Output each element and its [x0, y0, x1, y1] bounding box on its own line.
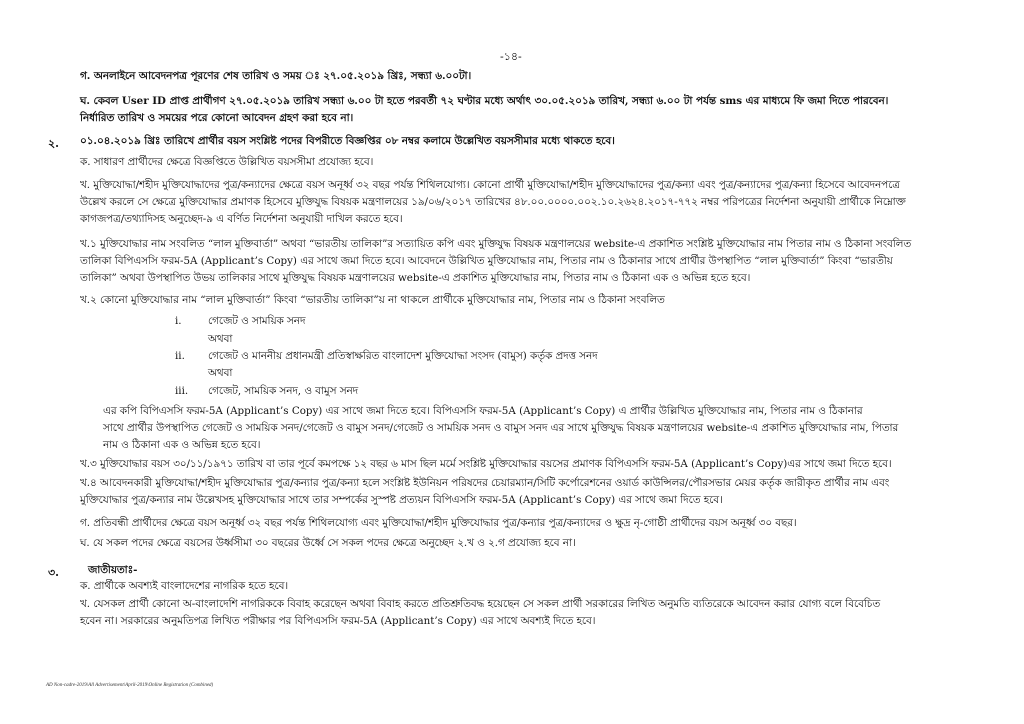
section3-kha-line2: হবেন না। সরকারের অনুমতিপত্র লিখিত পরীক্ষার পর বিপিএসসি ফরম-5A (Applicant’s Copy) এর সাথে অবশ্যই দিতে হবে।	[80, 615, 596, 627]
page-number: -১৪-	[500, 50, 522, 63]
section-number-2: ২.	[48, 137, 59, 150]
fee-payment-line: ঘ. কেবল User ID প্রাপ্ত প্রার্থীগণ ২৭.০৫.২০১৯ তারিখ সন্ধ্যা ৬.০০ টা হতে পরবর্তী ৭২ ঘণ্টার মধ্যে অর্থাৎ ৩০.০৫.২০১৯ তারিখ, সন্ধ্যা ৬.০০ টা পর্যন্ত sms এর মাধ্যমে ফি জমা দিতে পারবেন।	[80, 95, 889, 107]
section2-kha1-line2: তালিকা বিপিএসসি ফরম-5A (Applicant’s Copy) এর সাথে জমা দিতে হবে। আবেদনে উল্লিখিত মুক্তিযোদ্ধার নাম, পিতার নাম ও ঠিকানার সাথে প্রার্থীর উপস্থাপিত “লাল মুক্তিবার্তা” কিংবা “ভারতীয়	[80, 255, 893, 267]
section2-kha1-line3: তালিকা” অথবা উপস্থাপিত উভয় তালিকার সাথে মুক্তিযুদ্ধ বিষয়ক মন্ত্রণালয়ের website-এ প্রকাশিত মুক্তিযোদ্ধার নাম, পিতার নাম ও ঠিকানা এক ও অভিন্ন হতে হবে।	[80, 272, 751, 284]
section2-kha4-line1: খ.৪ আবেদনকারী মুক্তিযোদ্ধা/শহীদ মুক্তিযোদ্ধার পুত্র/কন্যার পুত্র/কন্যা হলে সংশ্লিষ্ট ইউনিয়ন পরিষদের চেয়ারম্যান/সিটি কর্পোরেশনের ওয়ার্ড কাউন্সিলর/পৌরসভার মেয়র কর্তৃক জারীকৃত প্রার্থীর নাম এবং	[80, 477, 890, 489]
deadline-line: গ. অনলাইনে আবেদনপত্র পূরণের শেষ তারিখ ও সময় ঃ ২৭.০৫.২০১৯ খ্রিঃ, সন্ধ্যা ৬.০০টা।	[80, 70, 472, 82]
section-number-3: ৩.	[48, 566, 59, 579]
section3-ka: ক. প্রার্থীকে অবশ্যই বাংলাদেশের নাগরিক হতে হবে।	[80, 580, 289, 592]
no-late-application-line: নির্ধারিত তারিখ ও সময়ের পরে কোনো আবেদন গ্রহণ করা হবে না।	[80, 112, 354, 124]
section2-kha3: খ.৩ মুক্তিযোদ্ধার বয়স ৩০/১১/১৯৭১ তারিখ বা তার পূর্বে কমপক্ষে ১২ বছর ৬ মাস ছিল মর্মে সংশ্লিষ্ট মুক্তিযোদ্ধার বয়সের প্রমাণক বিপিএসসি ফরম-5A (Applicant’s Copy)এর সাথে জমা দিতে হবে।	[80, 458, 892, 470]
list-item-num: i.	[175, 315, 182, 327]
list-item-num: iii.	[175, 385, 189, 397]
section2-kha2-after-line2: সাথে প্রার্থীর উপস্থাপিত গেজেট ও সাময়িক সনদ/গেজেট ও বামুস সনদ/গেজেট ও সাময়িক সনদ ও বামুস সনদ এর সাথে মুক্তিযুদ্ধ বিষয়ক মন্ত্রণালয়ের website-এ প্রকাশিত মুক্তিযোদ্ধার নাম, পিতার	[103, 422, 899, 434]
section3-kha-line1: খ. যেসকল প্রার্থী কোনো অ-বাংলাদেশি নাগরিককে বিবাহ করেছেন অথবা বিবাহ করতে প্রতিশ্রুতিবদ্ধ হয়েছেন সে সকল প্রার্থী সরকারের লিখিত অনুমতি ব্যতিরেকে আবেদন করার যোগ্য বলে বিবেচিত	[80, 598, 881, 610]
section2-kha2-line1: খ.২ কোনো মুক্তিযোদ্ধার নাম “লাল মুক্তিবার্তা” কিংবা “ভারতীয় তালিকা”য় না থাকলে প্রার্থীকে মুক্তিযোদ্ধার নাম, পিতার নাম ও ঠিকানা সংবলিত	[80, 294, 665, 306]
section2-kha-line3: কাগজপত্র/তথ্যাদিসহ অনুচ্ছেদ-৯ এ বর্ণিত নির্দেশনা অনুযায়ী দাখিল করতে হবে।	[80, 213, 403, 225]
section2-kha2-after-line1: এর কপি বিপিএসসি ফরম-5A (Applicant’s Copy) এর সাথে জমা দিতে হবে। বিপিএসসি ফরম-5A (Applicant’s Copy) এ প্রার্থীর উল্লিখিত মুক্তিযোদ্ধার নাম, পিতার নাম ও ঠিকানার	[103, 405, 863, 417]
section2-ka: ক. সাধারণ প্রার্থীদের ক্ষেত্রে বিজ্ঞপ্তিতে উল্লিখিত বয়সসীমা প্রযোজ্য হবে।	[80, 156, 374, 168]
list-item-num: ii.	[175, 350, 185, 362]
section2-kha-line1: খ. মুক্তিযোদ্ধা/শহীদ মুক্তিযোদ্ধাদের পুত্র/কন্যাদের ক্ষেত্রে বয়স অনূর্ধ্ব ৩২ বছর পর্যন্ত শিথিলযোগ্য। কোনো প্রার্থী মুক্তিযোদ্ধা/শহীদ মুক্তিযোদ্ধাদের পুত্র/কন্যা এবং পুত্র/কন্যাদের পুত্র/কন্যা হিসেবে আবেদনপত্রে	[80, 179, 900, 191]
section2-gha: ঘ. যে সকল পদের ক্ষেত্রে বয়সের উর্ধ্বসীমা ৩০ বছরের উর্ধ্বে সে সকল পদের ক্ষেত্রে অনুচ্ছেদ ২.খ ও ২.গ প্রযোজ্য হবে না।	[80, 537, 576, 549]
section2-kha1-line1: খ.১ মুক্তিযোদ্ধার নাম সংবলিত “লাল মুক্তিবার্তা” অথবা “ভারতীয় তালিকা”র সত্যায়িত কপি এবং মুক্তিযুদ্ধ বিষয়ক মন্ত্রণালয়ের website-এ প্রকাশিত সংশ্লিষ্ট মুক্তিযোদ্ধার নাম পিতার নাম ও ঠিকানা সংবলিত	[80, 238, 912, 250]
section2-kha4-line2: মুক্তিযোদ্ধার পুত্র/কন্যার নাম উল্লেখসহ মুক্তিযোদ্ধার সাথে তার সম্পর্কের সুস্পষ্ট প্রত্যয়ন বিপিএসসি ফরম-5A (Applicant’s Copy) এর সাথে জমা দিতে হবে।	[80, 494, 723, 506]
section3-heading: জাতীয়তাঃ-	[88, 564, 138, 576]
section2-kha-line2: উল্লেখ করলে সে ক্ষেত্রে মুক্তিযোদ্ধার প্রমাণক হিসেবে মুক্তিযুদ্ধ বিষয়ক মন্ত্রণালয়ের ১৯/০৬/২০১৭ তারিখের ৪৮.০০.০০০০.০০২.১০.২৬২৪.২০১৭-৭৭২ নম্বর পরিপত্রের নির্দেশনা অনুযায়ী প্রার্থীকে নিম্নোক্ত	[80, 196, 906, 208]
list-item-text: অথবা	[208, 367, 233, 379]
footer-path: AD Non-cadre-2019\All Advertisement\April-2019\Online Registration (Combined)	[46, 683, 214, 688]
list-item-text: গেজেট, সাময়িক সনদ, ও বামুস সনদ	[208, 385, 359, 397]
section2-heading: ০১.০৪.২০১৯ খ্রিঃ তারিখে প্রার্থীর বয়স সংশ্লিষ্ট পদের বিপরীতে বিজ্ঞপ্তির ০৮ নম্বর কলামে উল্লেখিত বয়সসীমার মধ্যে থাকতে হবে।	[80, 135, 615, 147]
list-item-text: গেজেট ও মাননীয় প্রধানমন্ত্রী প্রতিস্বাক্ষরিত বাংলাদেশ মুক্তিযোদ্ধা সংসদ (বামুস) কর্তৃক প্রদত্ত সনদ	[208, 350, 598, 362]
list-item-text: অথবা	[208, 333, 233, 345]
section2-ga: গ. প্রতিবন্ধী প্রার্থীদের ক্ষেত্রে বয়স অনূর্ধ্ব ৩২ বছর পর্যন্ত শিথিলযোগ্য এবং মুক্তিযোদ্ধা/শহীদ মুক্তিযোদ্ধার পুত্র/কন্যার পুত্র/কন্যাদের ও ক্ষুদ্র নৃ-গোষ্ঠী প্রার্থীদের বয়স অনূর্ধ্ব ৩০ বছর।	[80, 517, 797, 529]
list-item-text: গেজেট ও সাময়িক সনদ	[208, 315, 306, 327]
section2-kha2-after-line3: নাম ও ঠিকানা এক ও অভিন্ন হতে হবে।	[103, 439, 261, 451]
